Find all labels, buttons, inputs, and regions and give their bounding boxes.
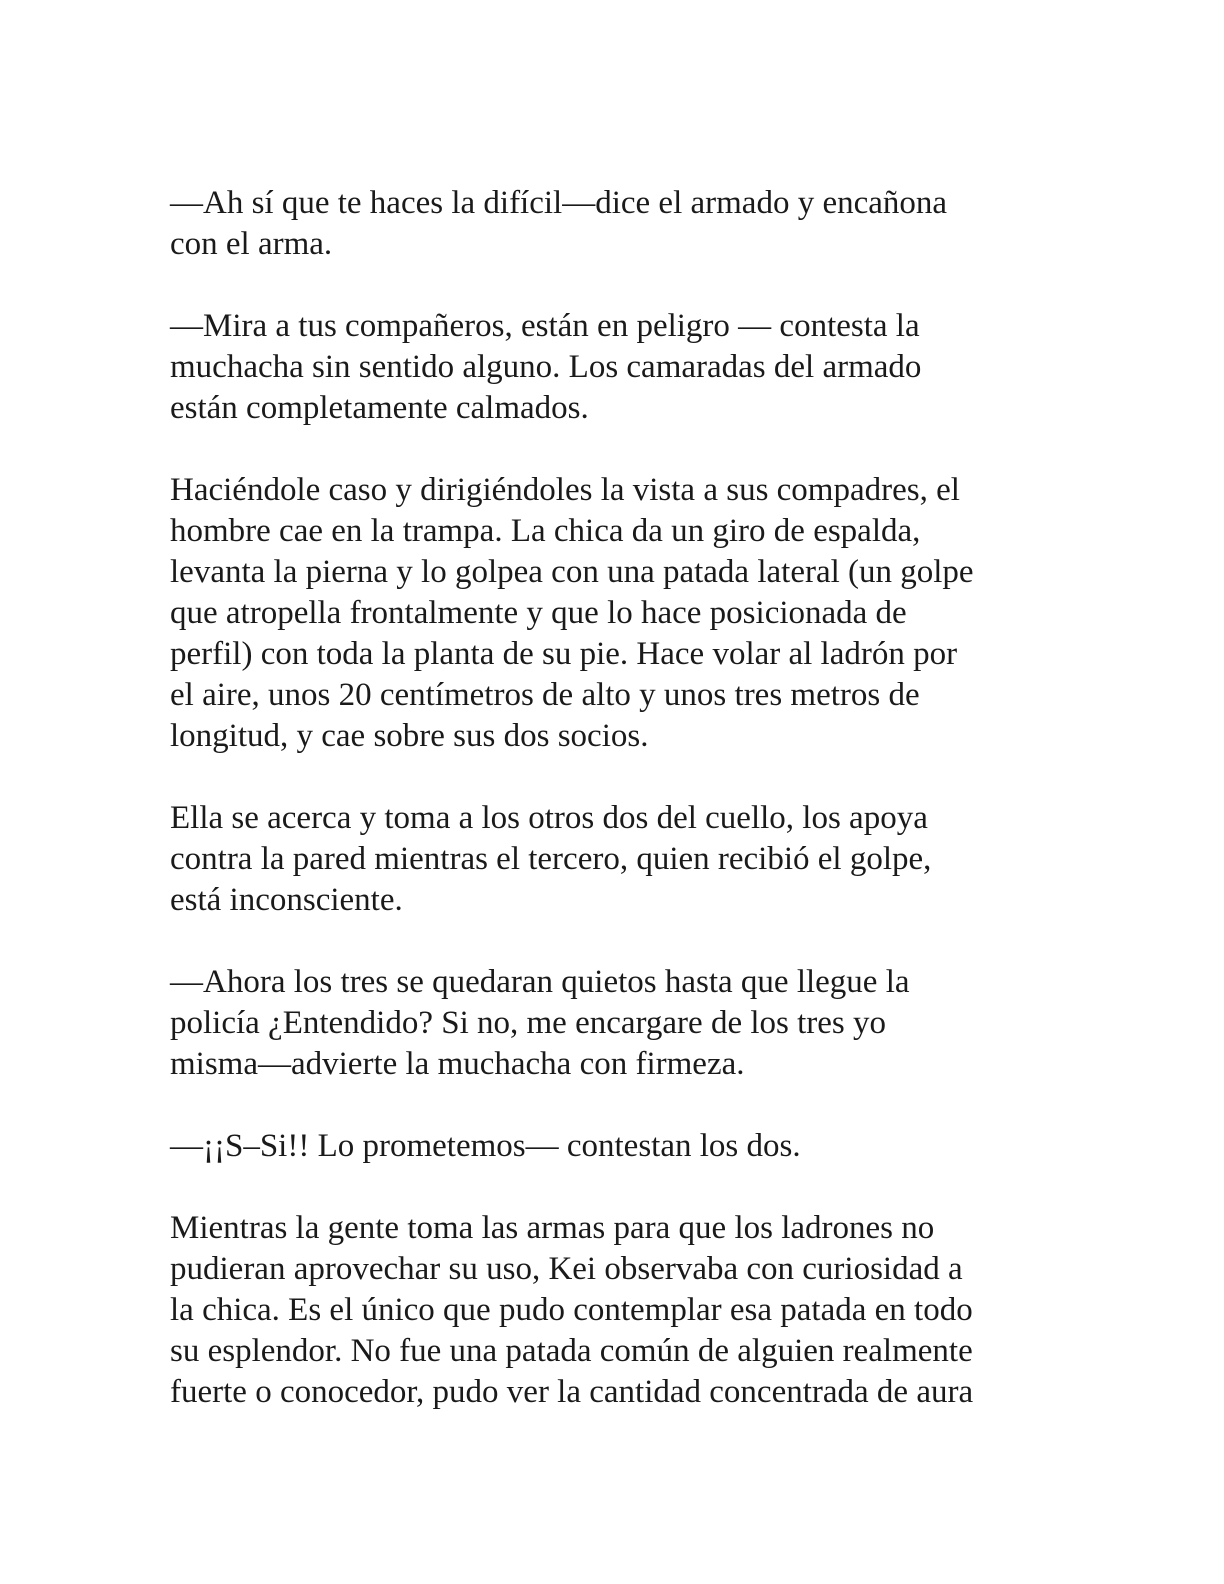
text-line: la chica. Es el único que pudo contemplar esa patada en todo [170, 1292, 973, 1328]
text-line: Ella se acerca y toma a los otros dos del cuello, los apoya [170, 800, 928, 836]
text-line: levanta la pierna y lo golpea con una patada lateral (un golpe [170, 554, 974, 590]
text-line: con el arma. [170, 226, 333, 262]
text-line: el aire, unos 20 centímetros de alto y unos tres metros de [170, 677, 920, 713]
text-line: muchacha sin sentido alguno. Los camaradas del armado [170, 349, 922, 385]
text-line: —Ah sí que te haces la difícil—dice el armado y encañona [170, 185, 948, 221]
text-line: está inconsciente. [170, 882, 403, 918]
text-line: —Ahora los tres se quedaran quietos hasta que llegue la [170, 964, 910, 1000]
text-line: fuerte o conocedor, pudo ver la cantidad concentrada de aura [170, 1374, 974, 1410]
text-line: misma—advierte la muchacha con firmeza. [170, 1046, 745, 1082]
text-line: —Mira a tus compañeros, están en peligro — contesta la [170, 308, 920, 344]
text-line: Haciéndole caso y dirigiéndoles la vista a sus compadres, el [170, 472, 960, 508]
text-line: perfil) con toda la planta de su pie. Hace volar al ladrón por [170, 636, 958, 672]
text-line: hombre cae en la trampa. La chica da un giro de espalda, [170, 513, 921, 549]
text-line: —¡¡S–Si!! Lo prometemos— contestan los dos. [170, 1128, 801, 1164]
text-line: policía ¿Entendido? Si no, me encargare de los tres yo [170, 1005, 886, 1041]
text-line: pudieran aprovechar su uso, Kei observaba con curiosidad a [170, 1251, 963, 1287]
text-line: Mientras la gente toma las armas para que los ladrones no [170, 1210, 935, 1246]
text-line: longitud, y cae sobre sus dos socios. [170, 718, 649, 754]
text-line: están completamente calmados. [170, 390, 589, 426]
text-line: su esplendor. No fue una patada común de alguien realmente [170, 1333, 973, 1369]
text-line: contra la pared mientras el tercero, quien recibió el golpe, [170, 841, 932, 877]
text-line: que atropella frontalmente y que lo hace posicionada de [170, 595, 907, 631]
